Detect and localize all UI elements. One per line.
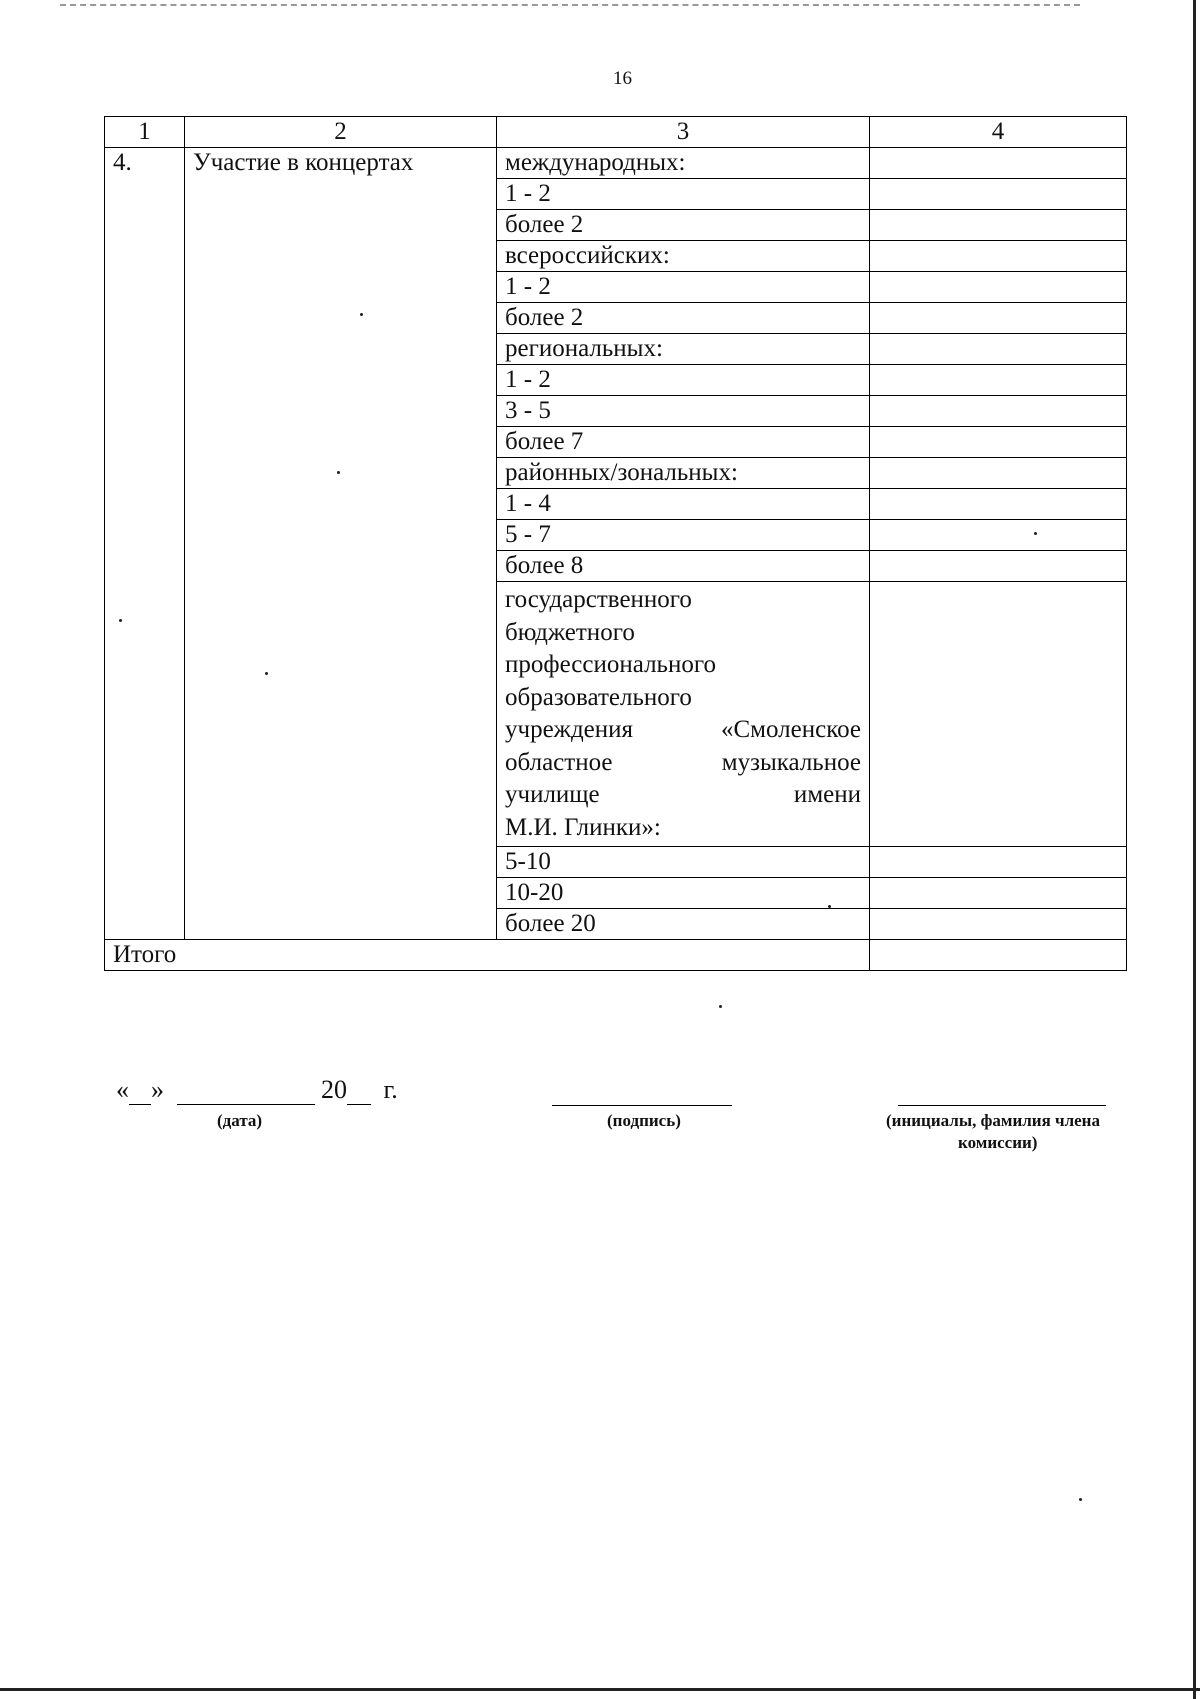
score-cell[interactable] — [870, 334, 1127, 365]
scan-artifact-top — [60, 4, 1080, 8]
year-prefix: 20 — [321, 1075, 347, 1104]
member-name-field[interactable] — [898, 1105, 1106, 1106]
table-header-row — [105, 117, 1127, 148]
scan-speck — [337, 471, 340, 474]
scan-artifact-right-edge — [1193, 0, 1196, 1699]
score-cell[interactable] — [870, 148, 1127, 179]
score-cell[interactable] — [870, 272, 1127, 303]
total-row — [105, 940, 1127, 971]
header-cell-1: 1 — [105, 117, 185, 148]
criterion-cell: более 2 — [497, 210, 870, 241]
header-cell-2: 2 — [185, 117, 497, 148]
criterion-cell: 1 - 2 — [497, 272, 870, 303]
row-number-cell: 4. — [105, 148, 185, 940]
signature-caption: (подпись) — [607, 1111, 681, 1130]
quote-close: » — [151, 1075, 164, 1104]
score-cell[interactable] — [870, 551, 1127, 582]
score-cell[interactable] — [870, 396, 1127, 427]
criterion-cell: 10-20 — [497, 878, 870, 909]
institution-line: образовательного — [505, 683, 692, 711]
date-line — [116, 1075, 398, 1105]
table-row — [105, 148, 1127, 179]
scan-artifact-bottom-edge — [0, 1688, 1200, 1691]
criterion-cell: более 2 — [497, 303, 870, 334]
evaluation-table — [104, 116, 1127, 971]
criterion-cell: 3 - 5 — [497, 396, 870, 427]
score-cell[interactable] — [870, 909, 1127, 940]
indicator-cell: Участие в концертах — [185, 148, 497, 940]
institution-line: профессионального — [505, 651, 716, 678]
criterion-cell: 5-10 — [497, 847, 870, 878]
criterion-cell: 1 - 4 — [497, 489, 870, 520]
scan-speck — [1034, 532, 1037, 535]
member-caption-line2: комиссии) — [958, 1133, 1038, 1152]
institution-line: М.И. Глинки»: — [505, 813, 661, 841]
criterion-cell: более 7 — [497, 427, 870, 458]
scan-speck — [265, 672, 268, 675]
score-cell[interactable] — [870, 179, 1127, 210]
scan-speck — [360, 313, 363, 316]
header-cell-4: 4 — [870, 117, 1127, 148]
criterion-cell: 1 - 2 — [497, 365, 870, 396]
criterion-cell: 1 - 2 — [497, 179, 870, 210]
header-cell-3: 3 — [497, 117, 870, 148]
scan-speck — [1079, 1498, 1082, 1501]
scan-speck — [719, 1005, 722, 1008]
score-cell[interactable] — [870, 458, 1127, 489]
score-cell[interactable] — [870, 210, 1127, 241]
year-field[interactable] — [347, 1078, 371, 1105]
score-cell[interactable] — [870, 427, 1127, 458]
date-caption: (дата) — [217, 1111, 263, 1130]
scan-speck — [828, 905, 831, 908]
member-caption-line1: (инициалы, фамилия члена — [886, 1111, 1100, 1130]
criterion-cell: 5 - 7 — [497, 520, 870, 551]
criterion-cell: всероссийских: — [497, 241, 870, 272]
criterion-cell: более 8 — [497, 551, 870, 582]
score-cell[interactable] — [870, 489, 1127, 520]
total-score-cell[interactable] — [870, 940, 1127, 971]
page-number: 16 — [613, 68, 632, 89]
institution-line: государственного — [505, 586, 692, 613]
score-cell[interactable] — [870, 303, 1127, 334]
score-cell[interactable] — [870, 520, 1127, 551]
score-cell[interactable] — [870, 847, 1127, 878]
criterion-cell: международных: — [497, 148, 870, 179]
score-cell[interactable] — [870, 365, 1127, 396]
month-field[interactable] — [177, 1078, 315, 1105]
scan-speck — [119, 619, 122, 622]
institution-line: училище имени — [505, 781, 861, 808]
criterion-cell: региональных: — [497, 334, 870, 365]
score-cell[interactable] — [870, 878, 1127, 909]
score-cell[interactable] — [870, 582, 1127, 847]
institution-line: бюджетного — [505, 618, 635, 646]
criterion-cell: более 20 — [497, 909, 870, 940]
criterion-cell: районных/зональных: — [497, 458, 870, 489]
institution-line: учреждения «Смоленское — [505, 716, 861, 743]
institution-line: областное музыкальное — [505, 748, 861, 776]
quote-open: « — [116, 1075, 129, 1104]
total-label: Итого — [105, 940, 870, 971]
score-cell[interactable] — [870, 241, 1127, 272]
signature-field[interactable] — [552, 1105, 732, 1106]
institution-criterion-cell — [497, 582, 870, 847]
day-field[interactable] — [129, 1078, 151, 1105]
year-suffix: г. — [383, 1075, 398, 1104]
